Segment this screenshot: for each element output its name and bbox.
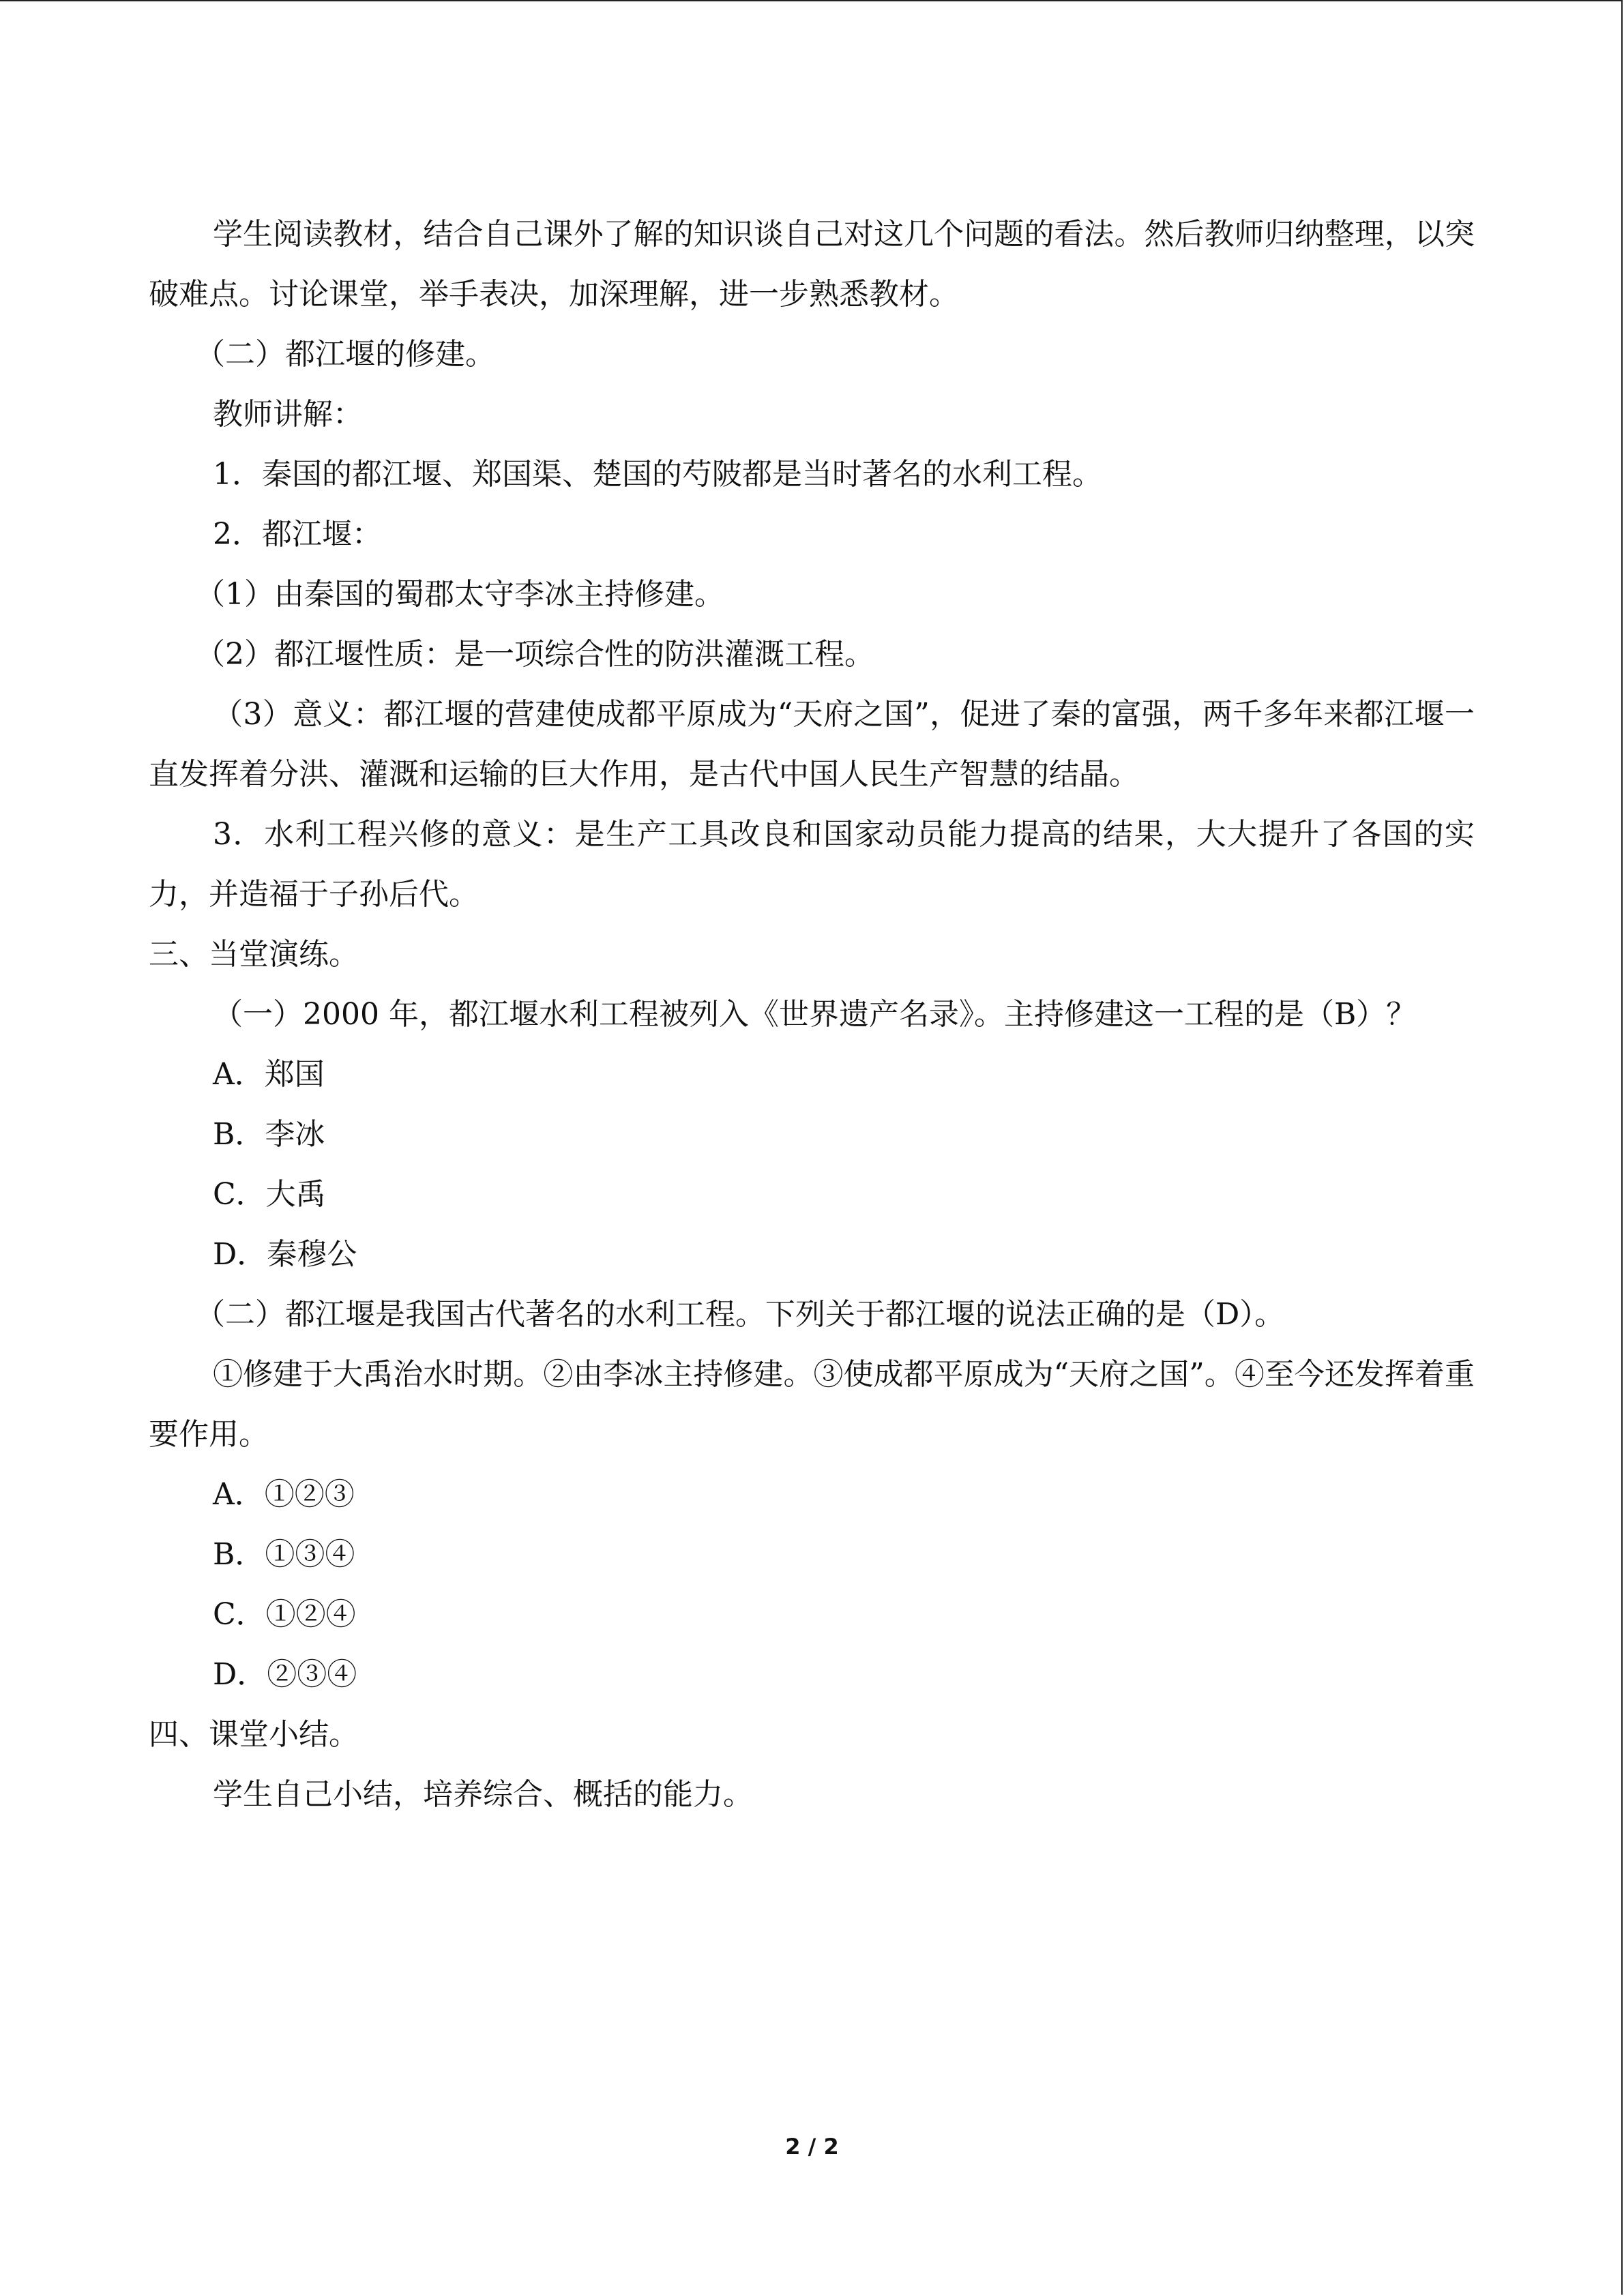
question-1: （一）2000 年，都江堰水利工程被列入《世界遗产名录》。主持修建这一工程的是（B）？ (213, 997, 1417, 1032)
section-heading-summary: 四、课堂小结。 (149, 1717, 359, 1752)
list-item-3: 3．水利工程兴修的意义：是生产工具改良和国家动员能力提高的结果，大大提升了各国的实力，并造福于子孙后代。 (149, 817, 1475, 912)
section-heading-dujiangyan: （二）都江堰的修建。 (195, 337, 495, 372)
section-heading-practice: 三、当堂演练。 (149, 937, 359, 972)
question-2-option-a: A．①②③ (213, 1477, 355, 1512)
paragraph-student-reading: 学生阅读教材，结合自己课外了解的知识谈自己对这几个问题的看法。然后教师归纳整理，以突破难点。讨论课堂，举手表决，加深理解，进一步熟悉教材。 (149, 217, 1475, 312)
sub-item-1: （1）由秦国的蜀郡太守李冰主持修建。 (195, 577, 724, 612)
question-1-option-b: B．李冰 (213, 1117, 325, 1152)
sub-item-3: （3）意义：都江堰的营建使成都平原成为“天府之国”，促进了秦的富强，两千多年来都江堰一直发挥着分洪、灌溉和运输的巨大作用，是古代中国人民生产智慧的结晶。 (149, 697, 1475, 792)
question-1-option-a: A．郑国 (213, 1057, 325, 1092)
question-2-option-d: D．②③④ (213, 1657, 357, 1692)
question-2-statements: ①修建于大禹治水时期。②由李冰主持修建。③使成都平原成为“天府之国”。④至今还发挥着重要作用。 (149, 1357, 1475, 1452)
document-body (149, 205, 1475, 1825)
question-2-option-c: C．①②④ (213, 1597, 356, 1632)
sub-item-2: （2）都江堰性质：是一项综合性的防洪灌溉工程。 (195, 637, 874, 672)
question-2-option-b: B．①③④ (213, 1537, 355, 1572)
list-item-2: 2．都江堰： (213, 517, 382, 552)
question-1-option-d: D．秦穆公 (213, 1237, 357, 1272)
question-1-option-c: C．大禹 (213, 1177, 326, 1212)
page-number: 2 / 2 (785, 2134, 839, 2160)
paragraph-summary: 学生自己小结，培养综合、概括的能力。 (213, 1777, 753, 1812)
paragraph-teacher-explanation: 教师讲解： (213, 397, 363, 432)
question-2: （二）都江堰是我国古代著名的水利工程。下列关于都江堰的说法正确的是（D）。 (195, 1297, 1285, 1332)
list-item-1: 1．秦国的都江堰、郑国渠、楚国的芍陂都是当时著名的水利工程。 (213, 457, 1102, 492)
